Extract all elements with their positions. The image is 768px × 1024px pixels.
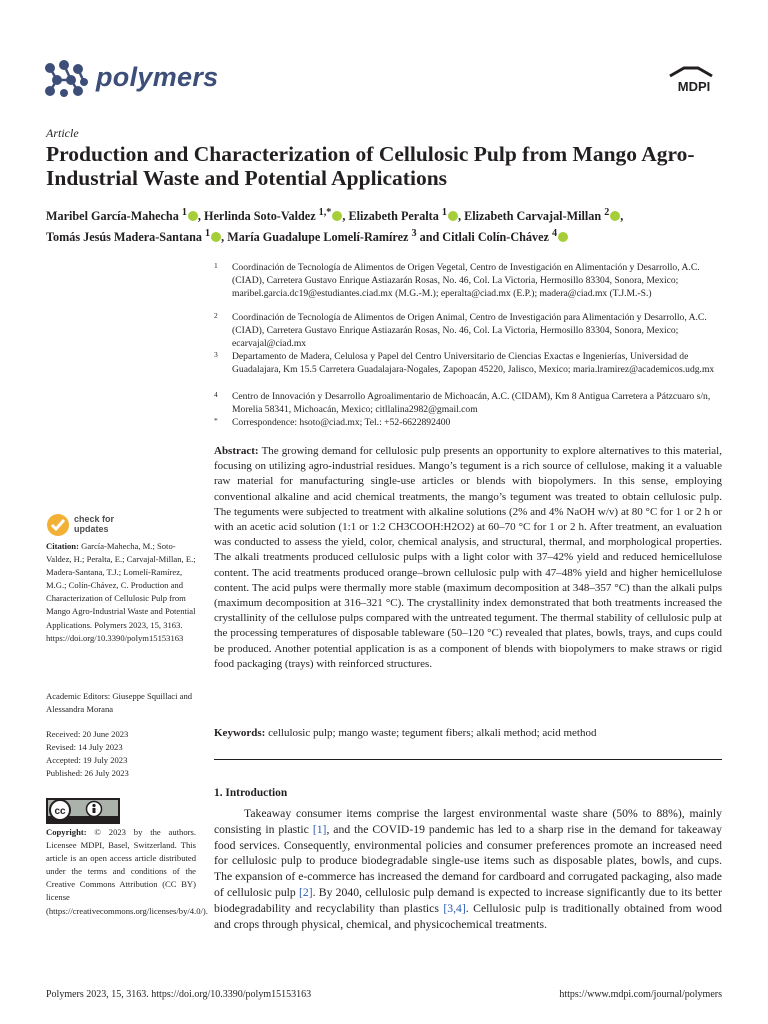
author[interactable]: Elizabeth Carvajal-Millan $^2$ , — [464, 207, 624, 224]
author[interactable]: María Guadalupe Lomelí-Ramírez $^3$ and — [227, 228, 443, 245]
check-for-updates-label: check for updates — [74, 514, 115, 534]
copyright: Copyright: © 2023 by the authors. Licensee MDPI, Basel, Switzerland. This article is an open access article distributed under the terms and conditions of the Creative Commons Attribution (CC BY) license (https://creativecommons.org/licenses/by/4.0/). — [46, 827, 208, 916]
affiliation: 4 Centro de Innovación y Desarrollo Agroalimentario de Michoacán, A.C. (CIDAM), Km 8 Antigua Carretera a Pátzcuaro s/n, Morelia 58341, Michoacán, Mexico; citllalina2982@gmail.com — [214, 390, 711, 415]
svg-text:cc: cc — [54, 806, 66, 817]
publisher-name: MDPI — [677, 79, 711, 94]
cc-by-license-icon[interactable] — [46, 798, 120, 824]
academic-editors: Academic Editors: Giuseppe Squillaci and Alessandra Morana — [46, 691, 193, 715]
author-list — [46, 204, 746, 246]
introduction-text: Takeaway consumer items comprise the largest environmental waste share (50% to 88%), mainly consisting in plastic [1], and the COVID-19 pandemic has led to a sharp rise in the demand for takeaway food services. Consequently, environmental policies and consumer preferences promote an increased need for cellulosic pulp to produce biodegradable single-use items such as disposable plates, bowls, and cups. The expansion of e-commerce has increased the demand for cardboard and corrugated packaging, also made of cellulosic pulp [2]. By 2040, cellulosic pulp demand is expected to increase significantly due to its better biodegradability and recyclability than plastics [3,4]. Cellulosic pulp is traditionally obtained from wood and crops through physical, chemical, and physicochemical treatments. — [214, 807, 723, 931]
polymers-logo-icon — [44, 60, 90, 98]
check-for-updates-icon — [46, 513, 70, 537]
author[interactable]: Herlinda Soto-Valdez $^{1,*}$ , — [204, 207, 349, 224]
abstract: Abstract: The growing demand for cellulosic pulp presents an opportunity to explore alternatives to this material, focusing on utilizing agro-industrial residues. Mango’s tegument is a rich source of cellulose, making it a valuable raw material for manufacturing single-use articles or blends with biopolymers. In this sense, employing conventional alkaline and acid chemical treatments, the mango’s tegument was treated to obtain cellulosic pulp. The teguments were subjected to treatment with alkaline solutions (2% and 4% NaOH w/v) at 80 °C for 1 or 2 h or with an acetic acid solution (1:1 or 1:2 CH3COOH:H2O2) at 60–70 °C for 1 or 2 h. After treatment, an evaluation was conducted to assess the yield, color, chemical analysis, and structural, thermal, and morphological properties. The alkali treatments produced cellulosic pulps with a light color with 37–42% yield and reduced hemicellulose content. The acid treatments produced orange–brown cellulosic pulp with 47–48% yield and higher hemicellulose content. The acid pulps were thermally more stable (maximum decomposition at 348–357 °C) than the alkali pulps (maximum decomposition at 316–321 °C). The crystallinity index demonstrated that both treatments increased the crystallinity of the cellulose pulps compared with the untreated tegument. The thermal stability of cellulosic pulp at the processing temperatures of disposable tableware (50–120 °C) revealed that plates, bowls, trays, and cups could be produced. Another potential application is as a component of blends with biopolymers to make straws or rigid food packaging (trays) with reinforced structures. — [214, 445, 722, 670]
affiliation: 2 Coordinación de Tecnología de Alimentos de Origen Animal, Centro de Investigación para Alimentación y Desarrollo, A.C. (CIAD), Carretera Gustavo Enrique Astiazarán Rosas, No. 46, Col. La Victoria, Hermosillo 83304, Sonora, Mexico; ecarvajal@ciad.mx — [214, 311, 707, 349]
divider — [214, 759, 722, 760]
affiliation: 3 Departamento de Madera, Celulosa y Papel del Centro Universitario de Ciencias Exactas e Ingenierías, Universidad de Guadalajara, Km 15.5 Carretera Guadalajara-Nogales, Zapopan 45220, Jalisco, Mexico; maria.lramirez@academicos.udg.mx — [214, 350, 715, 375]
reference-link[interactable]: [3,4] — [443, 901, 466, 915]
citation: Citation: García-Mahecha, M.; Soto-Valdez, H.; Peralta, E.; Carvajal-Millan, E.; Madera-Santana, T.J.; Lomelí-Ramírez, M.G.; Colín-Chávez, C. Production and Characterization of Cellulosic Pulp from Mango Agro-Industrial Waste and Potential Applications. Polymers 2023, 15, 3163. https://doi.org/10.3390/polym15153163 — [46, 541, 196, 643]
article-type: Article — [46, 126, 79, 140]
reference-link[interactable]: [2] — [299, 885, 313, 899]
affiliation: 1 Coordinación de Tecnología de Alimentos de Origen Vegetal, Centro de Investigación en Alimentación y Desarrollo, A.C. (CIAD), Carretera Gustavo Enrique Astiazarán Rosas, No. 46, Col. La Victoria, Hermosillo 83304, Sonora, Mexico; maribel.garcia.dc19@estudiantes.ciad.mx (M.G.-M.); eperalta@ciad.mx (E.P.); madera@ciad.mx (T.J.M.-S.) — [214, 261, 700, 299]
page-title: Production and Characterization of Cellulosic Pulp from Mango Agro-Industrial Waste and Potential Applications — [46, 142, 695, 190]
orcid-icon[interactable] — [332, 211, 342, 221]
correspondence: * Correspondence: hsoto@ciad.mx; Tel.: +52-6622892400 — [214, 416, 451, 428]
keywords: Keywords: cellulosic pulp; mango waste; tegument fibers; alkali method; acid method — [214, 727, 597, 739]
footer-citation: Polymers 2023, 15, 3163. https://doi.org/10.3390/polym15153163 — [46, 989, 312, 1000]
footer-journal-url[interactable]: https://www.mdpi.com/journal/polymers — [559, 989, 722, 1000]
author[interactable]: Maribel García-Mahecha $^1$ , — [46, 207, 205, 224]
orcid-icon[interactable] — [188, 211, 198, 221]
section-heading: 1. Introduction — [214, 787, 288, 799]
author[interactable]: Elizabeth Peralta $^1$ , — [348, 207, 465, 224]
dates: Received: 20 June 2023 Revised: 14 July 2023 Accepted: 19 July 2023 Published: 26 July 2023 — [46, 729, 129, 779]
author[interactable]: Tomás Jesús Madera-Santana $^1$ , — [46, 228, 228, 245]
journal-name: polymers — [96, 62, 219, 92]
orcid-icon[interactable] — [211, 232, 221, 242]
check-for-updates-badge[interactable] — [46, 512, 156, 538]
reference-link[interactable]: [1] — [312, 822, 327, 836]
orcid-icon[interactable] — [558, 232, 568, 242]
author[interactable]: Citlali Colín-Chávez $^4$ — [442, 230, 568, 244]
mdpi-logo-icon — [666, 66, 722, 96]
journal-logo — [44, 56, 224, 102]
orcid-icon[interactable] — [448, 211, 458, 221]
orcid-icon[interactable] — [610, 211, 620, 221]
